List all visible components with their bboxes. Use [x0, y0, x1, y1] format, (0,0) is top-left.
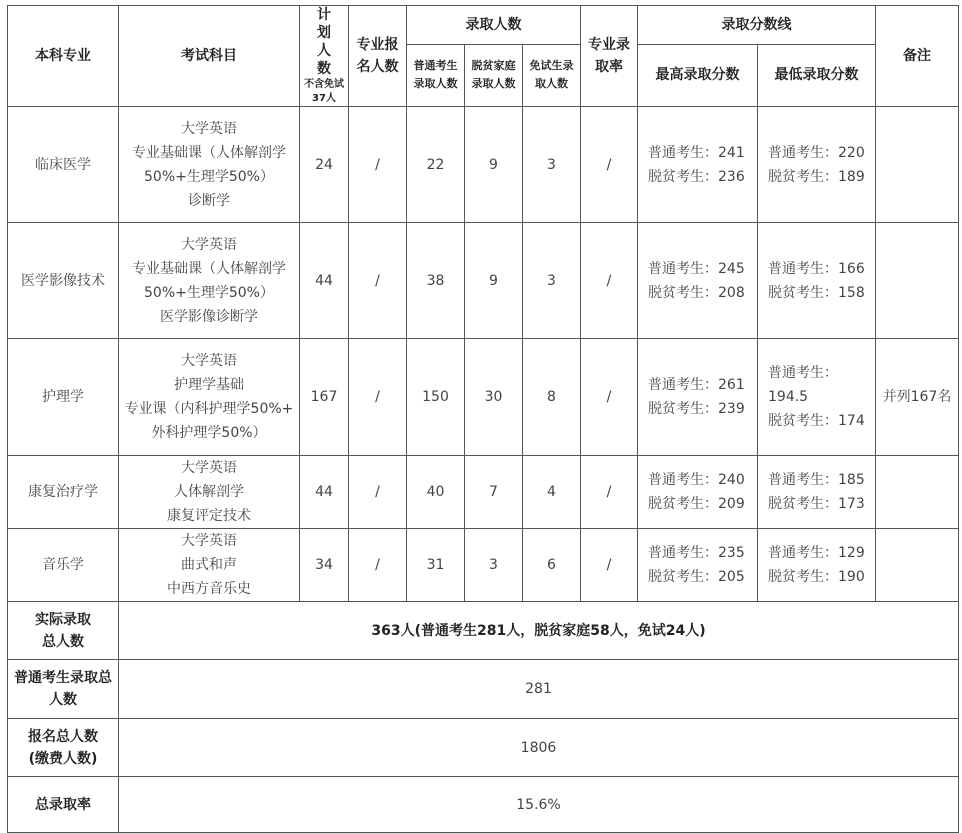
header-admitted: 录取人数: [407, 6, 581, 45]
regular-cell: 22: [407, 107, 465, 223]
remark-cell: [876, 107, 959, 223]
plan-cell: 34: [300, 529, 349, 602]
summary-label: 报名总人数 (缴费人数): [8, 719, 119, 777]
summary-row: [8, 777, 959, 833]
major-cell: 康复治疗学: [8, 456, 119, 529]
exempt-cell: 3: [523, 107, 581, 223]
remark-cell: [876, 529, 959, 602]
subjects-cell: 大学英语 护理学基础 专业课（内科护理学50%+ 外科护理学50%）: [119, 339, 300, 456]
exempt-cell: 4: [523, 456, 581, 529]
regular-cell: 38: [407, 223, 465, 339]
summary-value: 15.6%: [119, 777, 959, 833]
header-remark: 备注: [876, 6, 959, 107]
applicants-cell: /: [349, 529, 407, 602]
header-admitted-exempt: 免试生录取人数: [523, 44, 581, 106]
max-score-cell: 普通考生：261 脱贫考生：239: [638, 339, 758, 456]
applicants-cell: /: [349, 107, 407, 223]
max-score-cell: 普通考生：235 脱贫考生：205: [638, 529, 758, 602]
remark-cell: [876, 223, 959, 339]
major-cell: 医学影像技术: [8, 223, 119, 339]
subjects-cell: 大学英语 专业基础课（人体解剖学 50%+生理学50%） 诊断学: [119, 107, 300, 223]
rate-cell: /: [581, 339, 638, 456]
plan-cell: 44: [300, 223, 349, 339]
summary-value: 363人(普通考生281人，脱贫家庭58人，免试24人): [119, 602, 959, 660]
table-row: [8, 529, 959, 602]
min-score-cell: 普通考生：194.5 脱贫考生：174: [758, 339, 876, 456]
header-subjects: 考试科目: [119, 6, 300, 107]
summary-label: 实际录取 总人数: [8, 602, 119, 660]
poverty-cell: 9: [465, 107, 523, 223]
plan-cell: 167: [300, 339, 349, 456]
header-max-score: 最高录取分数: [638, 44, 758, 106]
major-cell: 临床医学: [8, 107, 119, 223]
rate-cell: /: [581, 223, 638, 339]
plan-cell: 44: [300, 456, 349, 529]
poverty-cell: 30: [465, 339, 523, 456]
exempt-cell: 6: [523, 529, 581, 602]
max-score-cell: 普通考生：245 脱贫考生：208: [638, 223, 758, 339]
header-applicants: 专业报名人数: [349, 6, 407, 107]
header-admitted-poverty: 脱贫家庭录取人数: [465, 44, 523, 106]
subjects-cell: 大学英语 人体解剖学 康复评定技术: [119, 456, 300, 529]
table-row: [8, 223, 959, 339]
poverty-cell: 7: [465, 456, 523, 529]
rate-cell: /: [581, 107, 638, 223]
table-row: [8, 339, 959, 456]
summary-row: [8, 660, 959, 719]
header-admitted-regular: 普通考生录取人数: [407, 44, 465, 106]
major-cell: 音乐学: [8, 529, 119, 602]
remark-cell: 并列167名: [876, 339, 959, 456]
poverty-cell: 3: [465, 529, 523, 602]
applicants-cell: /: [349, 456, 407, 529]
applicants-cell: /: [349, 223, 407, 339]
max-score-cell: 普通考生：240 脱贫考生：209: [638, 456, 758, 529]
rate-cell: /: [581, 456, 638, 529]
summary-label: 普通考生录取总 人数: [8, 660, 119, 719]
header-score-line: 录取分数线: [638, 6, 876, 45]
min-score-cell: 普通考生：220 脱贫考生：189: [758, 107, 876, 223]
table-row: [8, 456, 959, 529]
remark-cell: [876, 456, 959, 529]
header-major: 本科专业: [8, 6, 119, 107]
min-score-cell: 普通考生：129 脱贫考生：190: [758, 529, 876, 602]
summary-row: [8, 719, 959, 777]
summary-value: 1806: [119, 719, 959, 777]
max-score-cell: 普通考生：241 脱贫考生：236: [638, 107, 758, 223]
rate-cell: /: [581, 529, 638, 602]
exempt-cell: 3: [523, 223, 581, 339]
exempt-cell: 8: [523, 339, 581, 456]
min-score-cell: 普通考生：185 脱贫考生：173: [758, 456, 876, 529]
header-rate: 专业录取率: [581, 6, 638, 107]
header-min-score: 最低录取分数: [758, 44, 876, 106]
min-score-cell: 普通考生：166 脱贫考生：158: [758, 223, 876, 339]
summary-value: 281: [119, 660, 959, 719]
major-cell: 护理学: [8, 339, 119, 456]
poverty-cell: 9: [465, 223, 523, 339]
applicants-cell: /: [349, 339, 407, 456]
summary-row: [8, 602, 959, 660]
header-plan: 计划人数 不含免试37人: [300, 6, 349, 107]
summary-label: 总录取率: [8, 777, 119, 833]
table-row: [8, 107, 959, 223]
regular-cell: 40: [407, 456, 465, 529]
subjects-cell: 大学英语 专业基础课（人体解剖学 50%+生理学50%） 医学影像诊断学: [119, 223, 300, 339]
regular-cell: 31: [407, 529, 465, 602]
admission-table: [7, 5, 959, 833]
regular-cell: 150: [407, 339, 465, 456]
plan-cell: 24: [300, 107, 349, 223]
subjects-cell: 大学英语 曲式和声 中西方音乐史: [119, 529, 300, 602]
